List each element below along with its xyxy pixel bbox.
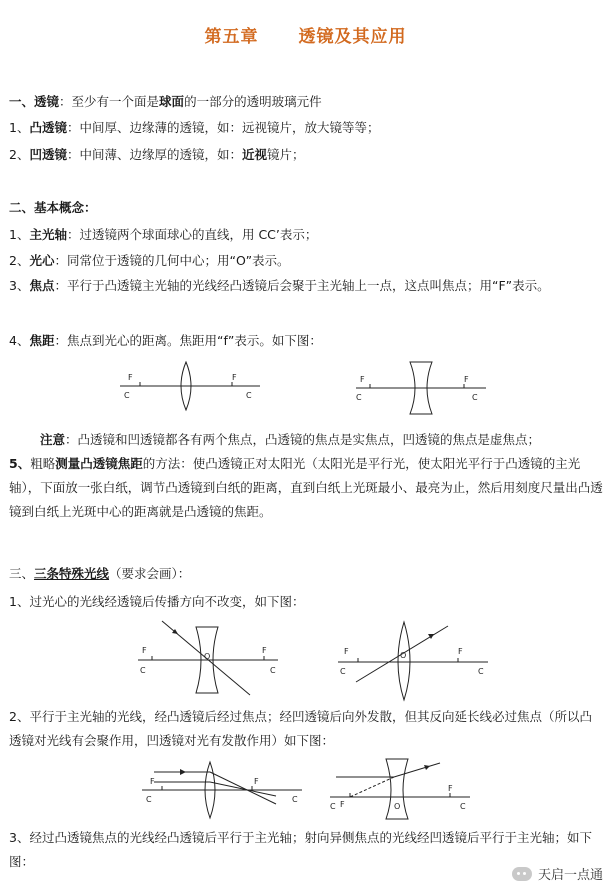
focus-label: F <box>340 800 345 809</box>
watermark <box>512 864 603 883</box>
focus-label: F <box>458 647 463 656</box>
chapter-topic: 透镜及其应用 <box>298 27 407 47</box>
focus-label: F <box>232 373 237 382</box>
chapter-label: 第五章 <box>204 27 259 47</box>
section2-item4: 4、焦距：焦点到光心的距离。焦距用“f”表示。如下图： <box>9 333 322 348</box>
focus-label: F <box>254 777 259 786</box>
focus-label: F <box>464 375 469 384</box>
axis-label: C <box>356 393 362 402</box>
section3-item1: 1、过光心的光线经透镜后传播方向不改变，如下图： <box>9 594 305 609</box>
focus-label: F <box>360 375 365 384</box>
axis-label: C <box>246 391 252 400</box>
center-label: O <box>204 652 211 661</box>
section1-item1: 1、凸透镜：中间厚、边缘薄的透镜，如：远视镜片，放大镜等等； <box>9 120 380 135</box>
figure-center-ray-convex <box>338 612 488 697</box>
axis-label: C <box>146 795 152 804</box>
focus-label: F <box>344 647 349 656</box>
focus-label: F <box>128 373 133 382</box>
focus-label: F <box>150 777 155 786</box>
axis-label: C <box>140 666 146 675</box>
section3-heading: 三、三条特殊光线（要求会画）： <box>9 566 191 581</box>
axis-label: C <box>292 795 298 804</box>
axis-label: C <box>478 667 484 676</box>
section2-item1: 1、主光轴：过透镜两个球面球心的直线，用 CC’表示； <box>9 227 318 242</box>
section2-item3: 3、焦点：平行于凸透镜主光轴的光线经凸透镜后会聚于主光轴上一点，这点叫焦点；用“F”表示。 <box>9 278 550 293</box>
figure-parallel-ray-convex <box>142 758 302 818</box>
focus-label: F <box>142 646 147 655</box>
figure-parallel-ray-concave <box>330 755 470 820</box>
axis-label: C <box>330 802 336 811</box>
watermark-text: 天启一点通 <box>537 868 603 883</box>
figure-center-ray-concave <box>138 615 278 695</box>
figure-convex-focal <box>120 358 260 418</box>
axis-label: C <box>270 666 276 675</box>
section2-item2: 2、光心：同常位于透镜的几何中心；用“O”表示。 <box>9 253 290 268</box>
focus-label: F <box>262 646 267 655</box>
section2-item5: 5、粗略测量凸透镜焦距的方法：使凸透镜正对太阳光（太阳光是平行光，使太阳光平行于凸透镜的主光轴），下面放一张白纸，调节凸透镜到白纸的距离，直到白纸上光斑最小、最亮为止，然后用刻度尺量出凸透镜到白纸上光斑中心的距离就是凸透镜的焦距。 <box>9 456 603 519</box>
focus-label: F <box>448 784 453 793</box>
section3-item2: 2、平行于主光轴的光线，经凸透镜后经过焦点；经凹透镜后向外发散，但其反向延长线必过焦点（所以凸透镜对光线有会聚作用，凹透镜对光有发散作用）如下图： <box>9 709 592 748</box>
section3-item3: 3、经过凸透镜焦点的光线经凸透镜后平行于主光轴；射向异侧焦点的光线经凹透镜后平行于主光轴；如下图： <box>9 830 592 869</box>
note-line: 注意：凸透镜和凹透镜都各有两个焦点，凸透镜的焦点是实焦点，凹透镜的焦点是虚焦点； <box>40 432 541 447</box>
section2-heading: 二、基本概念： <box>9 200 97 215</box>
center-label: O <box>400 651 407 660</box>
axis-label: C <box>124 391 130 400</box>
axis-label: C <box>340 667 346 676</box>
wechat-icon <box>512 867 532 881</box>
center-label: O <box>394 802 401 811</box>
page-title <box>0 22 611 47</box>
axis-label: C <box>460 802 466 811</box>
figure-concave-focal <box>356 358 486 418</box>
section1-heading: 一、透镜：至少有一个面是球面的一部分的透明玻璃元件 <box>9 94 322 109</box>
axis-label: C <box>472 393 478 402</box>
section1-item2: 2、凹透镜：中间薄、边缘厚的透镜，如：近视镜片； <box>9 147 305 162</box>
